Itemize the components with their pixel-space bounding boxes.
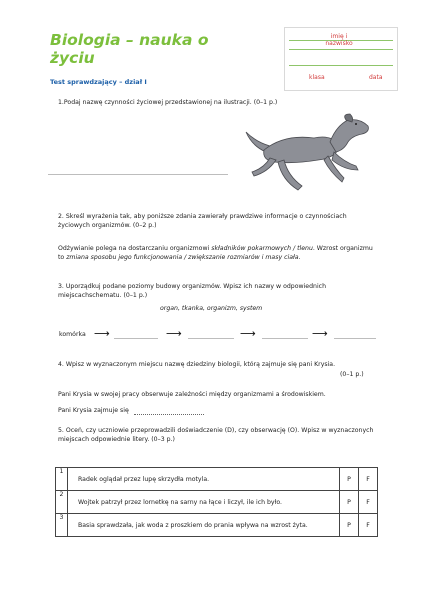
row-statement: Basia sprawdzała, jak woda z proszkiem do prania wpływa na wzrost żyta. xyxy=(68,514,340,537)
name-label: imię i nazwisko xyxy=(325,33,353,47)
question-1: 1.Podaj nazwę czynności życiowej przedstawionej na ilustracji. (0–1 p.) xyxy=(58,99,278,106)
table-row xyxy=(56,491,378,514)
class-label: klasa xyxy=(309,74,325,81)
row-number: 3 xyxy=(56,514,68,537)
question-5: 5. Oceń, czy uczniowie przeprowadzili doświadczenie (D), czy obserwację (O). Wpisz w wyznaczonych miejscach odpowiednie litery. (0–3 p.) xyxy=(58,427,374,443)
arrow-icon: ⟶ xyxy=(240,327,256,340)
student-id-box xyxy=(284,27,398,91)
answer-line-q4[interactable] xyxy=(134,414,204,415)
question-4-context: Pani Krysia w swojej pracy obserwuje zależności między organizmami a środowiskiem. xyxy=(58,391,326,398)
true-option[interactable]: P xyxy=(340,491,359,514)
q2-text: . xyxy=(298,254,301,261)
row-number: 1 xyxy=(56,468,68,491)
question-4-points: (0–1 p.) xyxy=(340,371,364,378)
question-3: 3. Uporządkuj podane poziomy budowy organizmów. Wpisz ich nazwy w odpowiednich miejscachschematu. (0–1 p.) xyxy=(58,283,326,299)
q2-choice-1[interactable]: składników pokarmowych / tlenu xyxy=(211,245,313,252)
q2-text: . Wzrost organizmu to xyxy=(58,245,373,261)
q3-options: organ, tkanka, organizm, system xyxy=(160,305,263,312)
q3-blank-1[interactable] xyxy=(114,338,158,339)
arrow-icon: ⟶ xyxy=(166,327,182,340)
question-2-sentence xyxy=(58,244,376,262)
observation-table xyxy=(55,467,378,537)
false-option[interactable]: F xyxy=(359,491,378,514)
q3-start-term: komórka xyxy=(59,331,86,338)
id-line xyxy=(289,49,393,50)
date-label: data xyxy=(369,74,383,81)
question-2: 2. Skreśl wyrażenia tak, aby poniższe zdania zawierały prawdziwe informacje o czynnościach życiowych organizmów. (0–2 p.) xyxy=(58,213,347,229)
page-subtitle: Test sprawdzający – dział I xyxy=(50,78,147,86)
arrow-icon: ⟶ xyxy=(94,327,110,340)
running-dog-illustration xyxy=(244,112,372,192)
q2-text: Odżywianie polega na dostarczaniu organizmowi xyxy=(58,245,212,252)
q3-blank-2[interactable] xyxy=(188,338,234,339)
true-option[interactable]: P xyxy=(340,468,359,491)
q3-blank-4[interactable] xyxy=(334,338,376,339)
false-option[interactable]: F xyxy=(359,468,378,491)
table-row xyxy=(56,468,378,491)
arrow-icon: ⟶ xyxy=(312,327,328,340)
question-4: 4. Wpisz w wyznaczonym miejscu nazwę dziedziny biologii, którą zajmuje się pani Krysia. xyxy=(58,361,336,368)
false-option[interactable]: F xyxy=(359,514,378,537)
answer-line-q1[interactable] xyxy=(48,174,228,175)
q2-choice-2[interactable]: zmiana sposobu jego funkcjonowania / zwiększanie rozmiarów i masy ciała xyxy=(66,254,299,261)
dog-eye xyxy=(355,123,357,125)
true-option[interactable]: P xyxy=(340,514,359,537)
question-4-prompt: Pani Krysia zajmuje się xyxy=(58,407,129,414)
page-title: Biologia – nauka o życiu xyxy=(50,31,209,67)
row-statement: Wojtek patrzył przez lornetkę na sarny na łące i liczył, ile ich było. xyxy=(68,491,340,514)
row-number: 2 xyxy=(56,491,68,514)
table-row xyxy=(56,514,378,537)
row-statement: Radek oglądał przez lupę skrzydła motyla. xyxy=(68,468,340,491)
id-line xyxy=(289,65,393,66)
q3-blank-3[interactable] xyxy=(262,338,308,339)
